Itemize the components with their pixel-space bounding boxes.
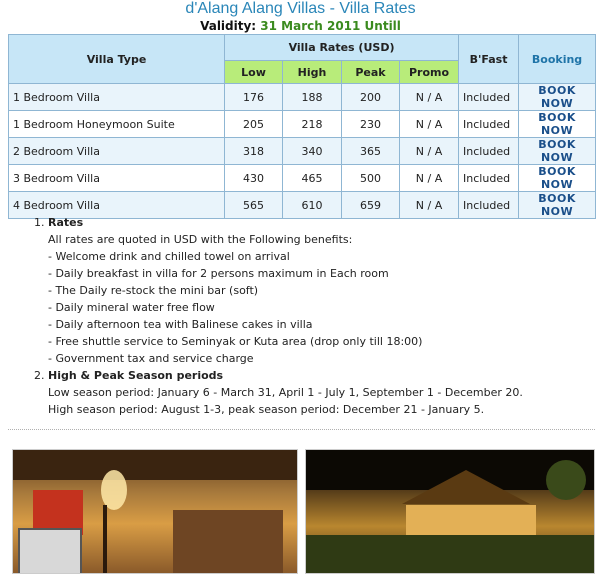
book-now-link[interactable]: BOOK NOW [519,111,596,138]
promo-cell: N / A [400,84,459,111]
villa-exterior-photo [305,449,595,574]
rates-intro: All rates are quoted in USD with the Following benefits: [48,233,353,246]
peak-rate-cell: 230 [342,111,400,138]
high-season-text: High season period: August 1-3, peak season period: December 21 - January 5. [48,403,485,416]
promo-cell: N / A [400,111,459,138]
col-booking: Booking [519,35,596,84]
col-high: High [283,61,342,84]
col-peak: Peak [342,61,400,84]
villa-type-cell: 3 Bedroom Villa [9,165,225,192]
low-rate-cell: 205 [225,111,283,138]
villa-type-cell: 4 Bedroom Villa [9,192,225,219]
rates-heading: 1. Rates [48,216,84,229]
table-row [9,111,596,138]
benefit-item: - Daily breakfast in villa for 2 persons maximum in Each room [48,267,389,280]
peak-rate-cell: 365 [342,138,400,165]
season-heading: 2. High & Peak Season periods [48,369,224,382]
breakfast-cell: Included [459,111,519,138]
low-rate-cell: 430 [225,165,283,192]
validity-label: Validity: [200,19,257,33]
benefit-item: - Welcome drink and chilled towel on arrival [48,250,290,263]
high-rate-cell: 218 [283,111,342,138]
high-rate-cell: 188 [283,84,342,111]
breakfast-cell: Included [459,165,519,192]
villa-type-cell: 1 Bedroom Honeymoon Suite [9,111,225,138]
validity-line [0,18,601,34]
peak-rate-cell: 659 [342,192,400,219]
benefit-item: - Daily afternoon tea with Balinese cakes in villa [48,318,313,331]
validity-date: 31 March 2011 Untill [260,19,401,33]
benefit-item: - Government tax and service charge [48,352,254,365]
benefit-item: - The Daily re-stock the mini bar (soft) [48,284,259,297]
promo-cell: N / A [400,165,459,192]
divider [8,429,595,430]
page-title: d'Alang Alang Villas - Villa Rates [185,0,416,17]
high-rate-cell: 465 [283,165,342,192]
low-season-text: Low season period: January 6 - March 31, April 1 - July 1, September 1 - December 20. [48,386,523,399]
table-row [9,84,596,111]
peak-rate-cell: 200 [342,84,400,111]
col-low: Low [225,61,283,84]
col-breakfast: B'Fast [459,35,519,84]
benefit-item: - Daily mineral water free flow [48,301,215,314]
villa-type-cell: 2 Bedroom Villa [9,138,225,165]
villa-type-cell: 1 Bedroom Villa [9,84,225,111]
rates-section [48,214,588,367]
col-villa-rates: Villa Rates (USD) [225,35,459,61]
book-now-link[interactable]: BOOK NOW [519,165,596,192]
col-promo: Promo [400,61,459,84]
book-now-link[interactable]: BOOK NOW [519,192,596,219]
villa-interior-photo [12,449,298,574]
promo-cell: N / A [400,192,459,219]
high-rate-cell: 340 [283,138,342,165]
table-row [9,165,596,192]
low-rate-cell: 565 [225,192,283,219]
book-now-link[interactable]: BOOK NOW [519,84,596,111]
rates-table [8,34,596,219]
breakfast-cell: Included [459,192,519,219]
table-row [9,138,596,165]
breakfast-cell: Included [459,138,519,165]
book-now-link[interactable]: BOOK NOW [519,138,596,165]
season-section [48,367,588,418]
col-villa-type: Villa Type [9,35,225,84]
promo-cell: N / A [400,138,459,165]
high-rate-cell: 610 [283,192,342,219]
breakfast-cell: Included [459,84,519,111]
peak-rate-cell: 500 [342,165,400,192]
low-rate-cell: 318 [225,138,283,165]
benefit-item: - Free shuttle service to Seminyak or Kuta area (drop only till 18:00) [48,335,423,348]
low-rate-cell: 176 [225,84,283,111]
rate-notes [28,214,588,418]
